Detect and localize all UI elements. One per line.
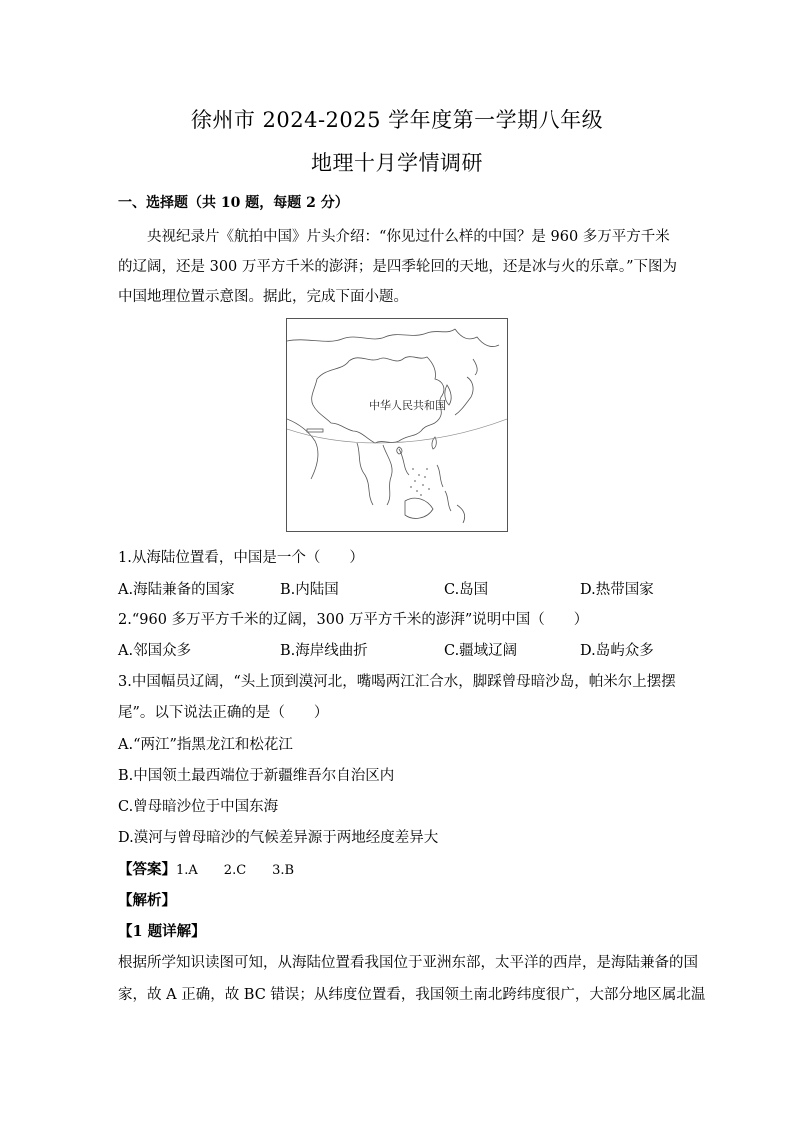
intro-paragraph: 央视纪录片《航拍中国》片头介绍：“你见过什么样的中国？是 960 多万平方千米的辽阔，还是 300 万平方千米的澎湃；是四季轮回的天地，还是冰与火的乐章。”下图为中国地理位置示意图。据此，完成下面小题。 [118,229,678,305]
detail-line-2: 家，故 A 正确，故 BC 错误；从纬度位置看，我国领土南北跨纬度很广，大部分地区属北温 [118,987,706,1003]
question-3-stem-line-1: 3.中国幅员辽阔，“头上顶到漠河北，嘴喝两江汇合水，脚踩曾母暗沙岛，帕米尔上摆摆 [118,674,676,690]
section-heading: 一、选择题（共 10 题，每题 2 分） [118,195,349,211]
title-line-1: 徐州市 2024-2025 学年度第一学期八年级 [190,108,604,132]
answer-value: 1.A 2.C 3.B [176,863,295,878]
q2-option-b: B.海岸线曲折 [280,643,368,659]
q1-option-d: D.热带国家 [580,582,654,598]
q1-option-b: B.内陆国 [280,582,339,598]
detail-label: 【1 题详解】 [118,923,206,940]
map-label: 中华人民共和国 [369,399,446,412]
q2-option-d: D.岛屿众多 [580,643,654,659]
q3-option-c: C.曾母暗沙位于中国东海 [118,799,279,815]
analysis-label: 【解析】 [118,892,176,909]
china-location-map [286,318,508,532]
q1-option-c: C.岛国 [444,582,489,598]
detail-line-1: 根据所学知识读图可知，从海陆位置看我国位于亚洲东部，太平洋的西岸，是海陆兼备的国 [118,955,698,971]
q3-option-d: D.漠河与曾母暗沙的气候差异源于两地经度差异大 [118,830,439,846]
q2-option-a: A.邻国众多 [118,643,192,659]
q1-option-a: A.海陆兼备的国家 [118,582,235,598]
question-2-stem: 2.“960 多万平方千米的辽阔，300 万平方千米的澎湃”说明中国（ ） [118,612,589,628]
map-drawing [287,319,507,531]
q3-option-b: B.中国领土最西端位于新疆维吾尔自治区内 [118,768,395,784]
question-3-stem-line-2: 尾”。以下说法正确的是（ ） [118,705,329,721]
question-1-stem: 1.从海陆位置看，中国是一个（ ） [118,550,364,566]
q2-option-c: C.疆域辽阔 [444,643,518,659]
title-line-2: 地理十月学情调研 [311,151,483,175]
answer-line [118,858,294,879]
q3-option-a: A.“两江”指黑龙江和松花江 [118,737,293,753]
answer-label: 【答案】 [118,861,176,878]
